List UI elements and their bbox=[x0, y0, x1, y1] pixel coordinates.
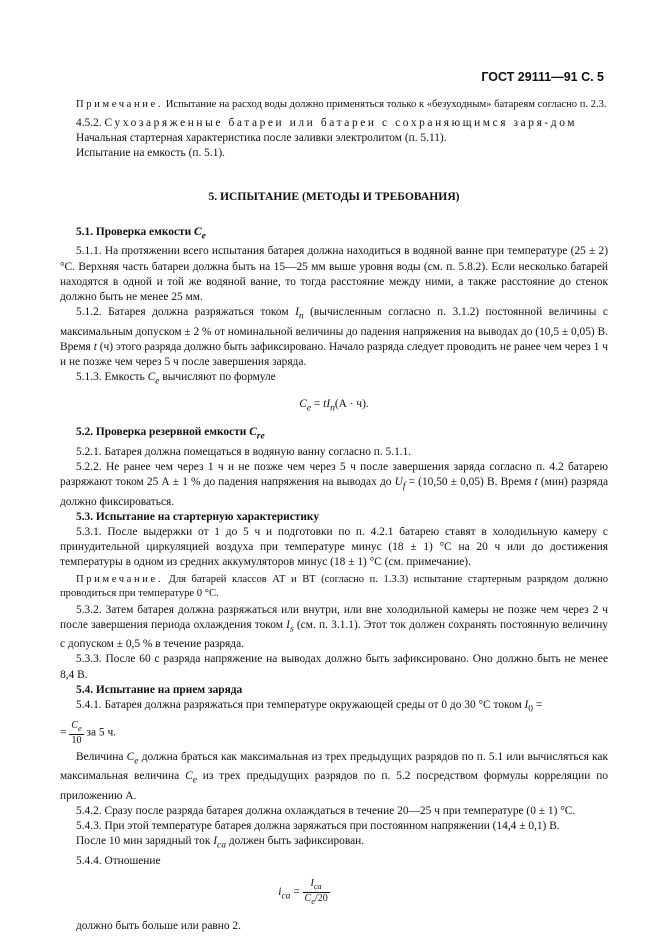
clause-5-4-3-current: После 10 мин зарядный ток $I_{ca}$ должен быть зафиксирован. bbox=[76, 835, 365, 851]
clause-title: Сухозаряженные батареи или батареи с сохраняющимся заря-дом bbox=[104, 117, 578, 129]
subsection-title: 5.1. Проверка емкости bbox=[76, 225, 194, 238]
note-label: Примечание. bbox=[76, 99, 164, 110]
document-body bbox=[60, 98, 608, 934]
clause-number: 4.5.2. bbox=[76, 117, 102, 129]
clause-5-4-2: 5.4.2. Сразу после разряда батарея должна охлаждаться в течение 20—25 ч при температуре (0 ± 1) °С. bbox=[76, 804, 576, 817]
clause-5-4-4-conclusion: должно быть больше или равно 2. bbox=[76, 919, 241, 932]
clause-5-3-3: 5.3.3. После 60 с разряда напряжение на выводах должно быть зафиксировано. Оно должно быть не менее 8,4 В. bbox=[60, 653, 608, 681]
clause-4-5-2 bbox=[60, 116, 608, 131]
clause-4-5-2-item-1: Начальная стартерная характеристика после заливки электролитом (п. 5.11). bbox=[76, 132, 447, 145]
clause-5-1-2: 5.1.2. Батарея должна разряжаться током $I_n$ (вычисленным согласно п. 3.1.2) постоянной величины с максимальным допуском ± 2 % от номинальной величины до падения напряжения на выводах до (10,5 ± 0,05) В. Время t (ч) этого разряда должно быть зафиксировано. Начало разряда следует проводить не ранее чем через 1 ч и не позже чем через 5 ч после завершения заряда. bbox=[60, 306, 608, 368]
subsection-5-4-heading: 5.4. Испытание на прием заряда bbox=[76, 683, 243, 696]
formula-ratio: $i_{ca}$ = $\frac{I_{ca}}{C_e/20}$ bbox=[278, 877, 328, 906]
subsection-5-2-heading: 5.2. Проверка резервной емкости $C_{re}$ bbox=[76, 426, 265, 442]
note-5-3: Примечание. Для батарей классов АТ и ВТ (согласно п. 1.3.3) испытание стартерным разрядом должно проводиться при температуре 0 °С. bbox=[60, 573, 608, 599]
clause-4-5-2-item-2: Испытание на емкость (п. 5.1). bbox=[76, 147, 226, 160]
top-note bbox=[60, 98, 608, 112]
clause-5-4-3: 5.4.3. При этой температуре батарея должна заряжаться при постоянном напряжении (14,4 ± 0,1) В. bbox=[76, 819, 560, 832]
symbol-ce: $C_e$ bbox=[194, 225, 206, 242]
subsection-5-3-heading: 5.3. Испытание на стартерную характеристику bbox=[76, 510, 320, 523]
page-header: ГОСТ 29111—91 С. 5 bbox=[481, 70, 604, 84]
section-5-heading: 5. ИСПЫТАНИЕ (МЕТОДЫ И ТРЕБОВАНИЯ) bbox=[208, 189, 460, 203]
fraction-ce-10: $\frac{C_e}{10}$ bbox=[71, 719, 82, 746]
note-text: Испытание на расход воды должно применяться только к «безуходным» батареям согласно п. 2.3. bbox=[163, 99, 607, 110]
clause-5-1-1: 5.1.1. На протяжении всего испытания батарея должна находиться в водяной ванне при температуре (25 ± 2) °С. Верхняя часть батареи должна быть на 15—25 мм выше уровня воды (см. п. 5.8.2). Если несколько батарей находятся в одной и той же водяной ванне, то тогда расстояние между ними, а также расстояние до стенок должно быть не менее 25 мм. bbox=[60, 245, 608, 303]
clause-5-4-1-continued: = $\frac{C_e}{10}$ за 5 ч. bbox=[60, 719, 117, 746]
clause-5-2-2: 5.2.2. Не ранее чем через 1 ч и не позже чем через 5 ч после завершения заряда согласно п. 4.2 батарею разряжают током 25 А ± 1 % до падения напряжения на выводах до $U_f = (10,50 \pm 0,05)$ В. Время t (мин) разряда должно фиксироваться. bbox=[60, 460, 609, 508]
clause-5-3-2: 5.3.2. Затем батарея должна разряжаться или внутри, или вне холодильной камеры не позже чем через 2 ч после завершения периода охлаждения током $I_s$ (см. п. 3.1.1). Этот ток должен сохранять постоянную величину с допуском ± 0,5 % в течение разряда. bbox=[60, 603, 608, 651]
symbol-cre: $C_{re}$ bbox=[249, 426, 265, 442]
clause-5-2-1: 5.2.1. Батарея должна помещаться в водяную ванну согласно п. 5.1.1. bbox=[76, 445, 412, 458]
formula-capacity: $C_e = tI_n(А \cdot ч)$. bbox=[299, 397, 369, 413]
clause-5-1-3: 5.1.3. Емкость $C_e$ вычисляют по формуле bbox=[76, 371, 276, 387]
clause-5-4-4: 5.4.4. Отношение bbox=[76, 854, 161, 867]
subsection-5-1-heading bbox=[60, 225, 608, 244]
clause-5-4-1: 5.4.1. Батарея должна разряжаться при температуре окружающей среды от 0 до 30 °С током $I_0$ = bbox=[76, 699, 543, 715]
fraction-ica-ce20: $\frac{I_{ca}}{C_e/20}$ bbox=[304, 877, 328, 906]
clause-5-4-1-value: Величина $C_e$ должна браться как максимальная из трех предыдущих разрядов по п. 5.1 или вычисляться как максимальная величина $C_e$ из трех предыдущих разрядов по п. 5.2 посредством формулы корреляции по приложению А. bbox=[60, 750, 609, 802]
clause-5-3-1: 5.3.1. После выдержки от 1 до 5 ч и подготовки по п. 4.2.1 батарею ставят в холодильную камеру с принудительной циркуляцией воздуха при температуре минус (18 ± 1) °С на 20 ч или до достижения температуры в одном из средних аккумуляторов минус (18 ± 1) °С (см. примечание). bbox=[60, 525, 608, 569]
